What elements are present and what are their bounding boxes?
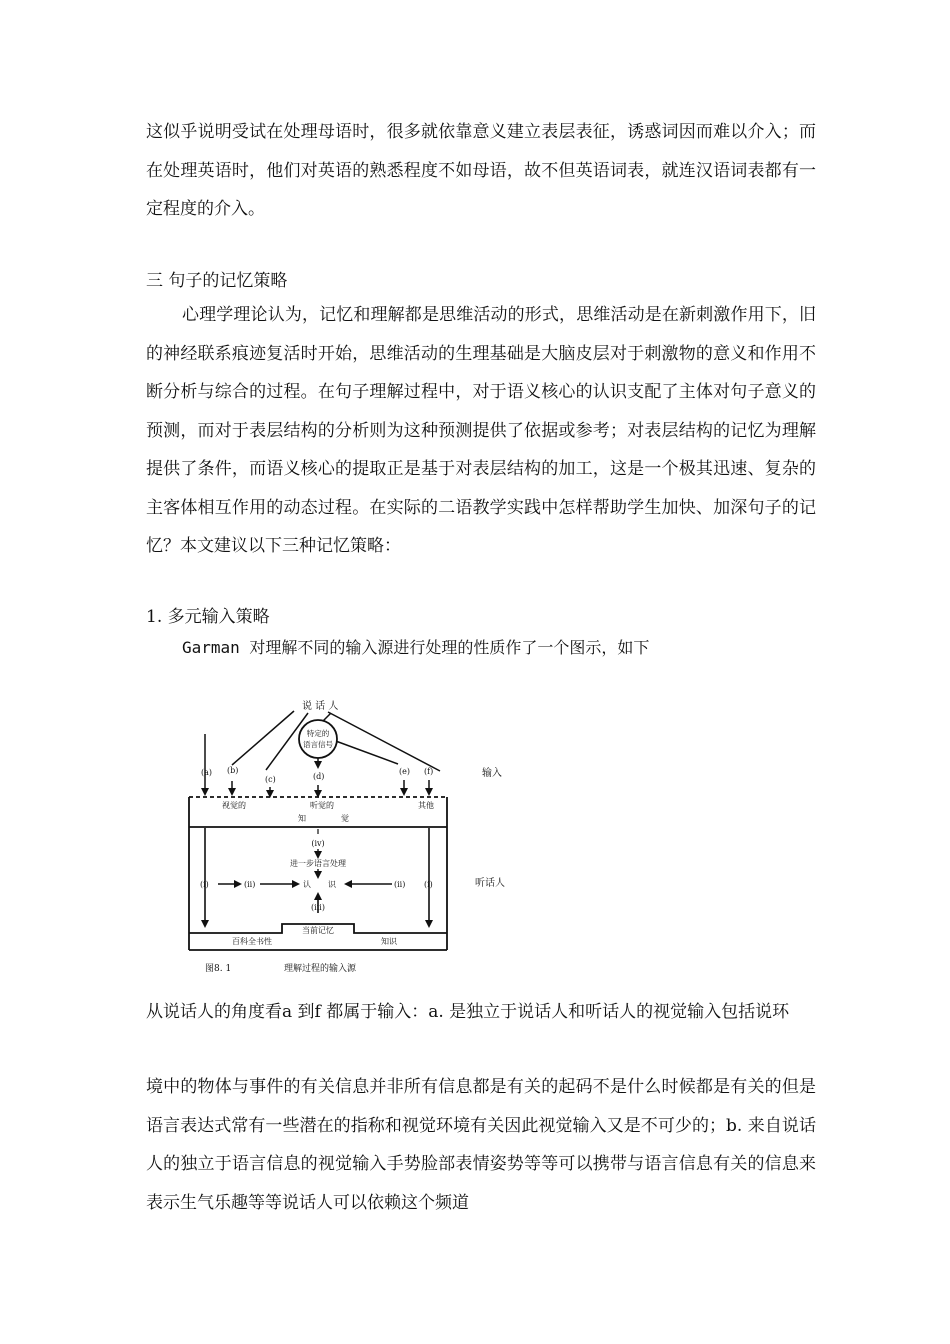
visual-label: 视觉的 bbox=[222, 801, 246, 810]
recognition-right: 识 bbox=[328, 880, 336, 889]
current-memory-label: 当前记忆 bbox=[302, 926, 334, 935]
label-iii: (iii) bbox=[311, 903, 325, 912]
arrow-label-d: (d) bbox=[313, 772, 325, 781]
figure-number: 图8. 1 bbox=[205, 964, 232, 974]
paragraph-after-figure-1: 从说话人的角度看a 到f 都属于输入：a. 是独立于说话人和听话人的视觉输入包括说环 bbox=[146, 1002, 790, 1022]
arrow-label-e: (e) bbox=[399, 767, 410, 776]
arrow-label-b: (b) bbox=[227, 766, 239, 775]
perception-left: 知 bbox=[298, 814, 306, 823]
perception-right: 觉 bbox=[341, 814, 349, 823]
listener-side-label: 听话人 bbox=[475, 878, 505, 889]
auditory-label: 听觉的 bbox=[310, 801, 334, 810]
speaker-label: 说 话 人 bbox=[302, 701, 339, 712]
garman-line bbox=[182, 629, 649, 667]
signal-circle bbox=[299, 720, 337, 758]
signal-label-line2: 语言信号 bbox=[303, 740, 333, 749]
subheading: 1. 多元输入策略 bbox=[146, 607, 270, 627]
arrow-label-f: (f) bbox=[424, 767, 434, 776]
label-i-right: (i) bbox=[424, 880, 433, 889]
input-side-label: 输入 bbox=[482, 768, 502, 779]
label-iv: (iv) bbox=[311, 839, 325, 848]
figure-caption: 理解过程的输入源 bbox=[284, 964, 357, 974]
section-heading: 三 句子的记忆策略 bbox=[146, 271, 288, 291]
label-i-left: (i) bbox=[200, 880, 209, 889]
arrow-label-a: (a) bbox=[201, 768, 213, 777]
paragraph-2: 心理学理论认为，记忆和理解都是思维活动的形式，思维活动是在新刺激作用下，旧的神经联系痕迹复活时开始，思维活动的生理基础是大脑皮层对于刺激物的意义和作用不断分析与综合的过程。在句子理解过程中，对于语义核心的认识支配了主体对句子意义的预测，而对于表层结构的分析则为这种预测提供了依据或参考；对表层结构的记忆为理解提供了条件，而语义核心的提取正是基于对表层结构的加工，这是一个极其迅速、复杂的主客体相互作用的动态过程。在实际的二语教学实践中怎样帮助学生加快、加深句子的记忆？本文建议以下三种记忆策略： bbox=[146, 305, 816, 556]
input-sources-figure bbox=[186, 688, 546, 978]
paragraph-after-figure-2: 境中的物体与事件的有关信息并非所有信息都是有关的起码不是什么时候都是有关的但是语言表达式常有一些潜在的指称和视觉环境有关因此视觉输入又是不可少的；b. 来自说话人的独立于语言信息的视觉输入手势脸部表情姿势等等可以携带与语言信息有关的信息来表示生气乐趣等等说话人可以依赖这个频道 bbox=[146, 1077, 816, 1213]
garman-text: Garman 对理解不同的输入源进行处理的性质作了一个图示，如下 bbox=[182, 638, 650, 657]
label-ii-left: (ii) bbox=[244, 880, 256, 889]
knowledge-label: 知识 bbox=[381, 937, 397, 946]
signal-label-line1: 特定的 bbox=[306, 729, 330, 738]
arrow-label-c: (c) bbox=[265, 775, 276, 784]
encyclopedic-label: 百科全书性 bbox=[232, 937, 272, 946]
other-label: 其他 bbox=[418, 801, 434, 810]
further-processing-label: 进一步语言处理 bbox=[290, 859, 346, 868]
label-ii-right: (ii) bbox=[394, 880, 406, 889]
paragraph-1: 这似乎说明受试在处理母语时，很多就依靠意义建立表层表征，诱惑词因而难以介入；而在处理英语时，他们对英语的熟悉程度不如母语，故不但英语词表，就连汉语词表都有一定程度的介入。 bbox=[146, 122, 816, 219]
recognition-left: 认 bbox=[303, 880, 311, 889]
